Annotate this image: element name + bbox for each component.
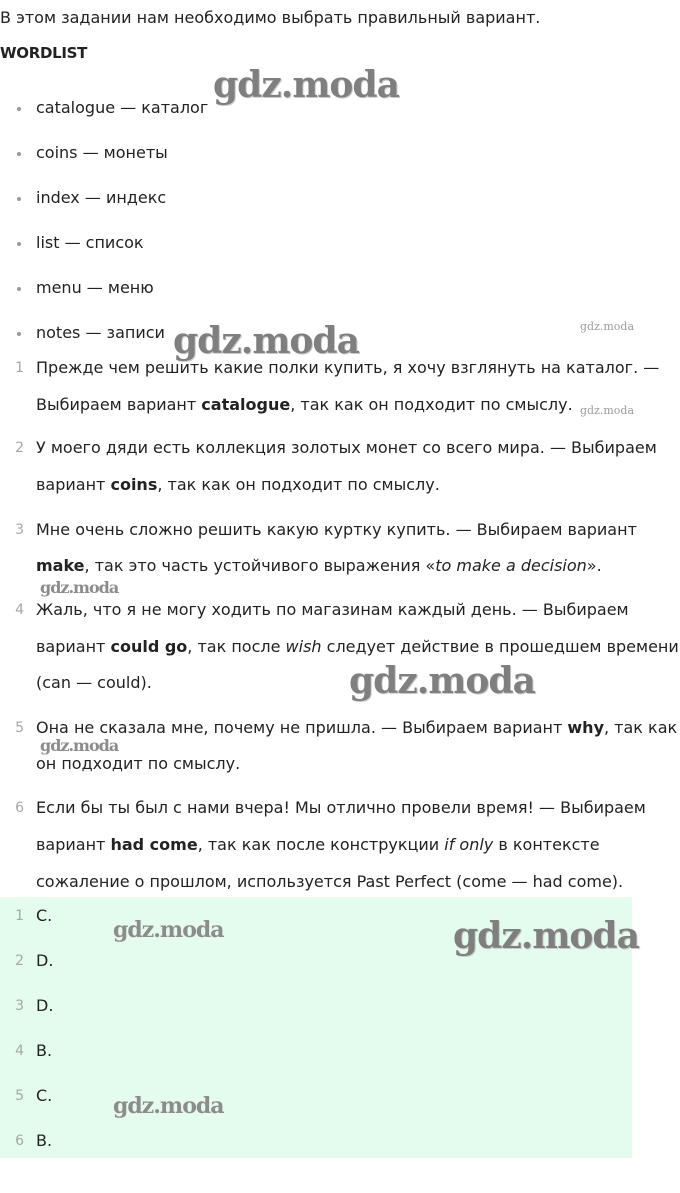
explanation-line xyxy=(36,672,152,694)
explanation-line xyxy=(36,394,573,416)
answer-value: B. xyxy=(36,1041,53,1060)
watermark: gdz.moda xyxy=(453,915,639,957)
answer-value: D. xyxy=(36,951,54,970)
explanation-text: , так как он подходит по смыслу. xyxy=(157,475,440,494)
explanation-text: , так как он подходит по смыслу. xyxy=(290,395,573,414)
answer-number: 1 xyxy=(15,908,24,924)
wordlist-item-text: coins — монеты xyxy=(36,143,168,162)
idiom-text: to make a decision xyxy=(435,556,587,575)
explanation-text: , так как после конструкции xyxy=(197,835,445,854)
watermark: gdz.moda xyxy=(580,320,635,333)
explanation-line xyxy=(36,717,677,739)
watermark: gdz.moda xyxy=(213,64,399,106)
explanation-line xyxy=(36,555,602,577)
intro-text: В этом задании нам необходимо выбрать правильный вариант. xyxy=(0,8,541,27)
answer-word: make xyxy=(36,556,85,575)
wordlist-item-text: menu — меню xyxy=(36,278,154,297)
answer-value: D. xyxy=(36,996,54,1015)
answer-number: 2 xyxy=(15,953,24,969)
explanation-line xyxy=(36,753,240,775)
answer-value: C. xyxy=(36,906,53,925)
explanation-text: ». xyxy=(586,556,602,575)
explanation-text: (can — could). xyxy=(36,673,152,692)
explanation-text: Жаль, что я не могу ходить по магазинам каждый день. — Выбираем xyxy=(36,600,629,619)
explanation-text: вариант xyxy=(36,475,111,494)
answer-word: catalogue xyxy=(201,395,291,414)
explanation-text: Если бы ты был с нами вчера! Мы отлично провели время! — Выбираем xyxy=(36,798,646,817)
explanation-text: Выбираем вариант xyxy=(36,395,202,414)
answer-value: B. xyxy=(36,1131,53,1150)
explanation-text: следует действие в прошедшем времени xyxy=(321,637,679,656)
bullet-icon xyxy=(17,152,21,156)
explanation-line xyxy=(36,437,657,459)
answer-number: 4 xyxy=(15,1043,24,1059)
explanation-text: Мне очень сложно решить какую куртку купить. — Выбираем вариант xyxy=(36,520,637,539)
answer-value: C. xyxy=(36,1086,53,1105)
answer-number: 5 xyxy=(15,1088,24,1104)
explanation-line xyxy=(36,599,629,621)
answer-word: why xyxy=(567,718,604,737)
explanation-line xyxy=(36,834,600,856)
explanation-text: Она не сказала мне, почему не пришла. — Выбираем вариант xyxy=(36,718,568,737)
wordlist-heading: WORDLIST xyxy=(0,44,88,62)
explanation-number: 1 xyxy=(15,360,24,376)
explanation-number: 6 xyxy=(15,800,24,816)
explanation-text: , так это часть устойчивого выражения « xyxy=(84,556,436,575)
bullet-icon xyxy=(17,197,21,201)
explanation-number: 4 xyxy=(15,602,24,618)
explanation-text: он подходит по смыслу. xyxy=(36,754,241,773)
bullet-icon xyxy=(17,287,21,291)
answer-number: 3 xyxy=(15,998,24,1014)
explanation-number: 2 xyxy=(15,440,24,456)
answer-word: had come xyxy=(110,835,198,854)
explanation-text: вариант xyxy=(36,835,111,854)
wordlist-item-text: index — индекс xyxy=(36,188,167,207)
explanation-line xyxy=(36,797,646,819)
explanation-text: , так после xyxy=(187,637,286,656)
watermark: gdz.moda xyxy=(173,320,359,362)
watermark: gdz.moda xyxy=(113,917,224,943)
explanation-text: , так как xyxy=(604,718,678,737)
explanation-line xyxy=(36,636,679,658)
watermark: gdz.moda xyxy=(40,736,119,755)
emphasis-text: if only xyxy=(444,835,494,854)
explanation-number: 3 xyxy=(15,522,24,538)
bullet-icon xyxy=(17,242,21,246)
bullet-icon xyxy=(17,107,21,111)
wordlist-item-text: list — список xyxy=(36,233,144,252)
watermark: gdz.moda xyxy=(40,578,119,597)
explanation-line xyxy=(36,871,623,893)
watermark: gdz.moda xyxy=(113,1093,224,1119)
watermark: gdz.moda xyxy=(349,660,535,702)
watermark: gdz.moda xyxy=(580,404,635,417)
explanation-text: вариант xyxy=(36,637,111,656)
wordlist-item-text: notes — записи xyxy=(36,323,165,342)
answer-number: 6 xyxy=(15,1133,24,1149)
explanation-line xyxy=(36,519,637,541)
emphasis-text: wish xyxy=(285,637,322,656)
wordlist-item-text: catalogue — каталог xyxy=(36,98,209,117)
explanation-line xyxy=(36,474,440,496)
explanation-text: У моего дяди есть коллекция золотых монет со всего мира. — Выбираем xyxy=(36,438,657,457)
explanation-text: Прежде чем решить какие полки купить, я хочу взглянуть на каталог. — xyxy=(36,358,660,377)
explanation-number: 5 xyxy=(15,720,24,736)
explanation-text: в контексте xyxy=(493,835,600,854)
answer-word: could go xyxy=(110,637,188,656)
explanation-text: сожаление о прошлом, используется Past Perfect (come — had come). xyxy=(36,872,624,891)
bullet-icon xyxy=(17,332,21,336)
answer-word: coins xyxy=(110,475,158,494)
